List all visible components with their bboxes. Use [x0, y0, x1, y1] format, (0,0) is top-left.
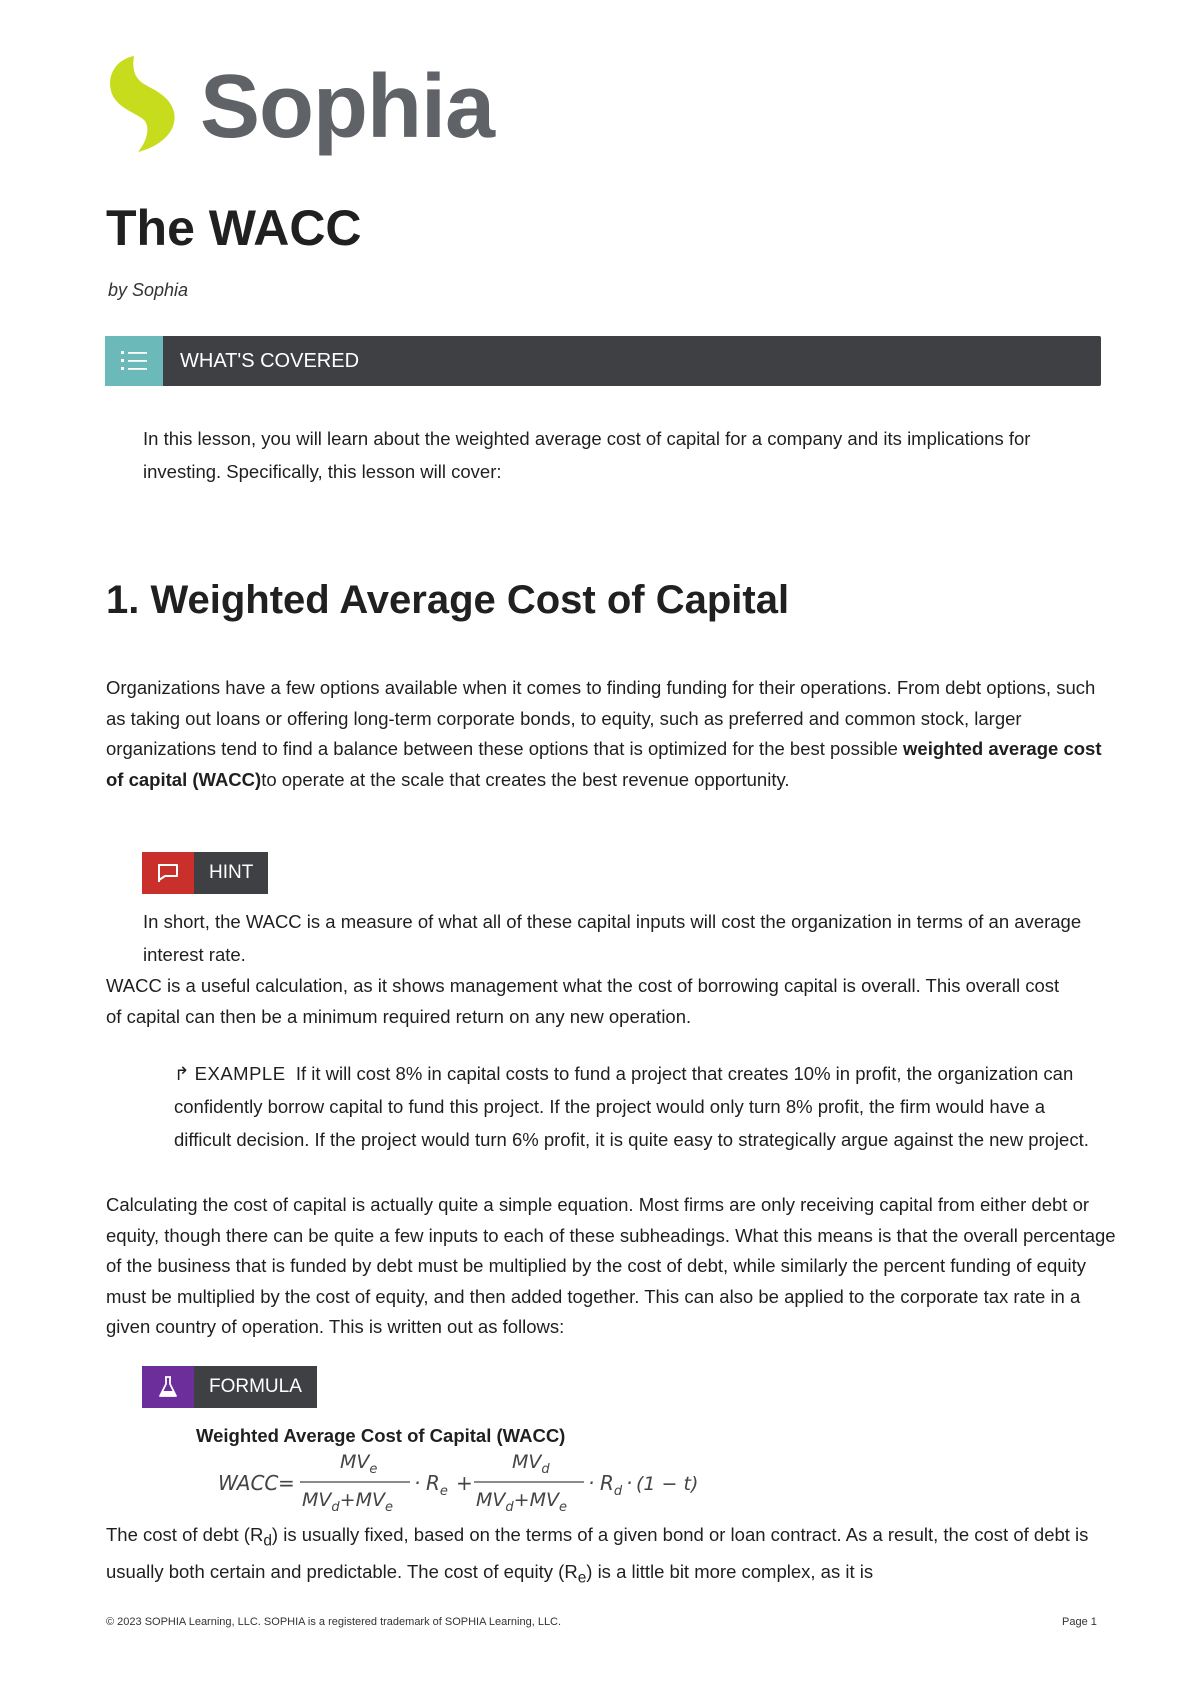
- formula-tag: [142, 1366, 317, 1408]
- paragraph-calculating: Calculating the cost of capital is actually quite a simple equation. Most firms are only receiving capital from either debt or equity, though there can be quite a few inputs to each of these subheadings. What this means is that the overall percentage of the business that is funded by debt must be multiplied by the cost of debt, while similarly the percent funding of equity must be multiplied by the cost of equity, and then added together. This can also be applied to the corporate tax rate in a given country of operation. This is written out as follows:: [106, 1194, 1116, 1337]
- section-heading: 1. Weighted Average Cost of Capital: [106, 578, 790, 622]
- formula-lhs: WACC: [218, 1471, 279, 1495]
- formula-equals: =: [278, 1471, 295, 1495]
- hint-label: HINT: [194, 852, 268, 894]
- paragraph-funding-options: [106, 673, 1106, 795]
- para4-text-c: ) is a little bit more complex, as it is: [586, 1561, 874, 1583]
- whats-covered-label: WHAT'S COVERED: [180, 350, 360, 372]
- formula-tax-term: (1 − t): [636, 1473, 699, 1495]
- sophia-logo-mark: [104, 54, 180, 158]
- byline: by Sophia: [108, 280, 189, 300]
- wacc-formula: [212, 1448, 699, 1516]
- formula-rd: $R_d$: [600, 1471, 623, 1499]
- para1-text: Organizations have a few options available when it comes to finding funding for their operations. From debt options, such as taking out loans or offering long-term corporate bonds, to equity, such as preferred and common stock, larger organizations tend to find a balance between these options that is optimized for the best possible: [106, 677, 1096, 759]
- example-block: [174, 1057, 1104, 1156]
- formula-title: Weighted Average Cost of Capital (WACC): [196, 1425, 566, 1446]
- formula-dot-2: ·: [588, 1471, 595, 1495]
- formula-label: FORMULA: [194, 1366, 317, 1408]
- flag-icon: [142, 852, 194, 894]
- frac2-numerator: $MV_d$: [512, 1451, 550, 1477]
- para1-text-end: to operate at the scale that creates the best revenue opportunity.: [261, 768, 790, 790]
- list-icon: [105, 336, 163, 386]
- paragraph-cost-of-debt: [106, 1520, 1106, 1594]
- para4-text-b: ) is usually fixed, based on the terms of a given bond or loan contract. As a result, the cost of debt is usually both certain and predictable. The cost of equity (R: [106, 1524, 1089, 1583]
- frac1-denominator: $MV_d+MV_e$: [302, 1489, 393, 1515]
- formula-plus: +: [456, 1471, 473, 1495]
- para4-text-a: The cost of debt (R: [106, 1524, 264, 1545]
- frac2-denominator: $MV_d+MV_e$: [476, 1489, 567, 1515]
- example-text: If it will cost 8% in capital costs to fund a project that creates 10% in profit, the organization can confidently borrow capital to fund this project. If the project would only turn 8% profit, the firm would have a difficult decision. If the project would turn 6% profit, it is quite easy to strategically argue against the new project.: [174, 1063, 1089, 1150]
- flask-icon: [142, 1366, 194, 1408]
- frac1-numerator: $MV_e$: [340, 1451, 378, 1477]
- hint-tag: [142, 852, 268, 894]
- footer-page-number: Page 1: [1062, 1616, 1097, 1628]
- para4-sub-d: d: [263, 1532, 272, 1550]
- example-label: EXAMPLE: [194, 1063, 286, 1084]
- wacc-term: weighted average cost of capital (WACC): [106, 738, 1102, 790]
- hint-text: In short, the WACC is a measure of what all of these capital inputs will cost the organization in terms of an average interest rate.: [143, 911, 1082, 965]
- formula-dot-1: ·: [414, 1471, 421, 1495]
- para4-sub-e: e: [577, 1569, 587, 1587]
- footer-copyright: © 2023 SOPHIA Learning, LLC. SOPHIA is a registered trademark of SOPHIA Learning, LLC.: [106, 1616, 562, 1628]
- whats-covered-text: In this lesson, you will learn about the weighted average cost of capital for a company and its implications for investing. Specifically, this lesson will cover:: [143, 428, 1031, 482]
- paragraph-wacc-useful: WACC is a useful calculation, as it shows management what the cost of borrowing capital is overall. This overall cost of capital can then be a minimum required return on any new operation.: [106, 975, 1060, 1027]
- formula-re: $R_e$: [426, 1471, 448, 1499]
- page-title: The WACC: [106, 200, 362, 256]
- arrow-icon: ↱: [174, 1063, 190, 1084]
- sophia-logo-text: Sophia: [200, 57, 495, 157]
- formula-dot-3: ·: [626, 1471, 633, 1495]
